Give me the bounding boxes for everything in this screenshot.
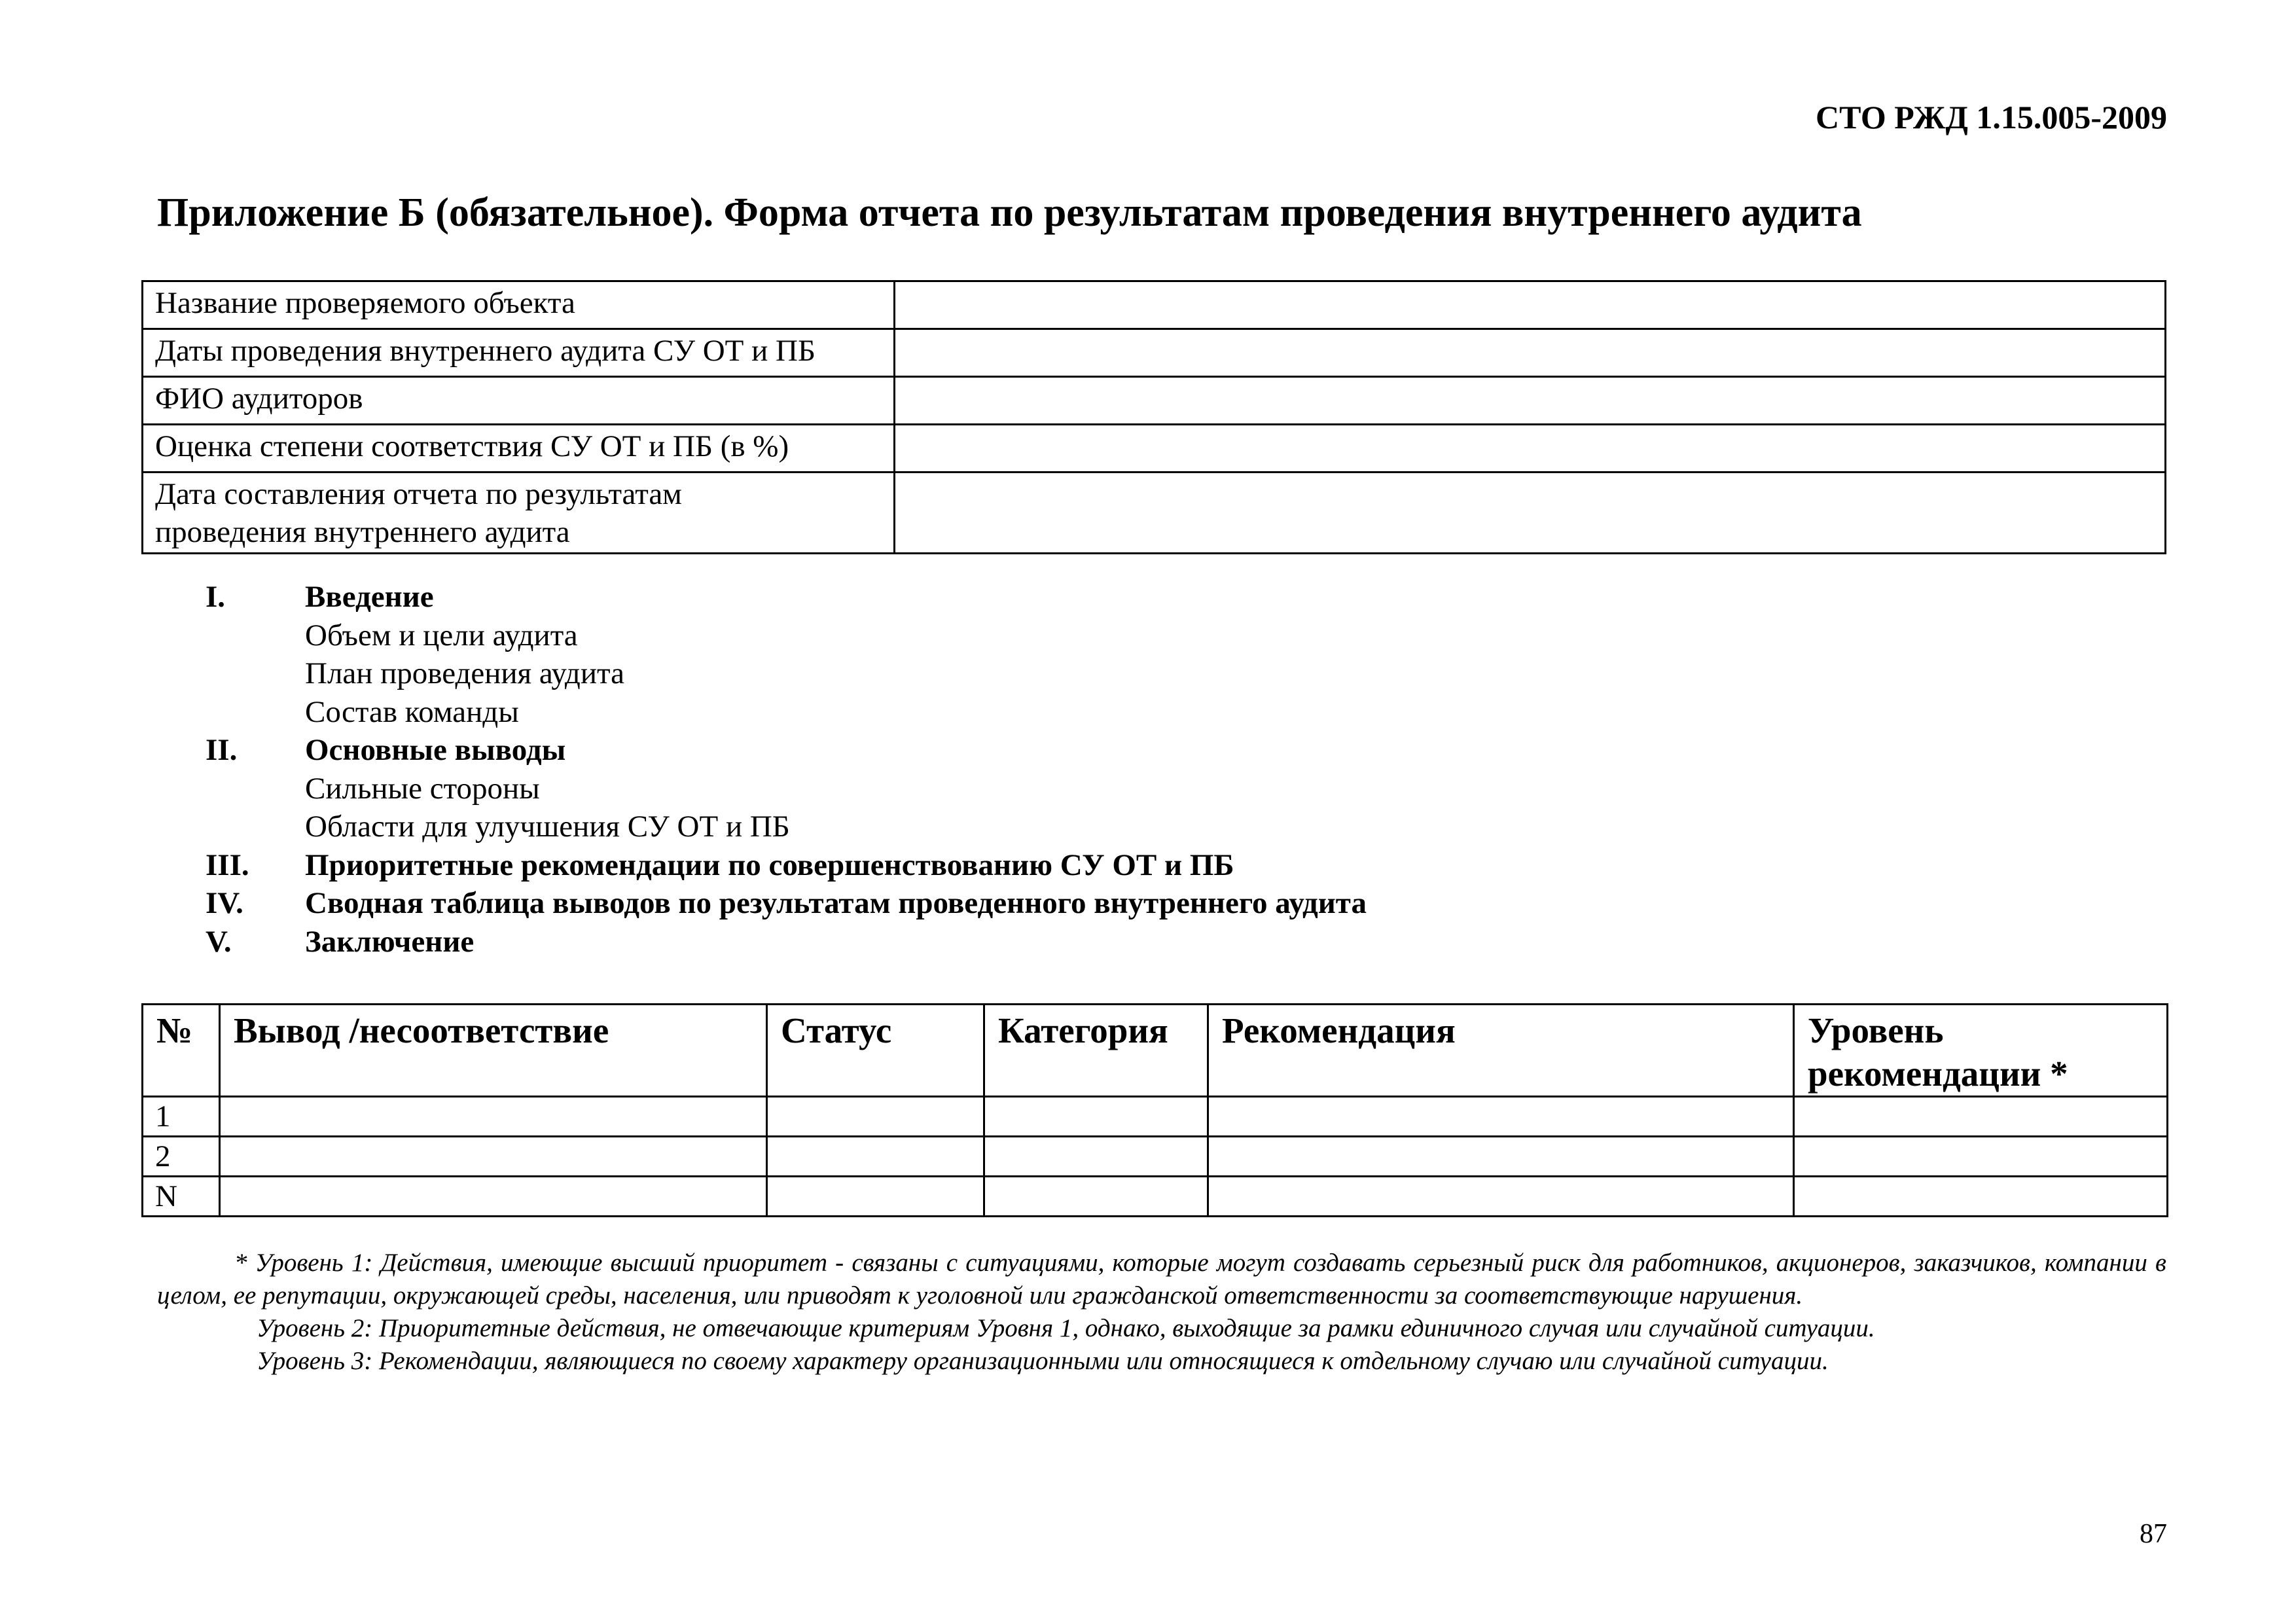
section-main-findings (206, 731, 1367, 846)
col-header-number: № (143, 1005, 220, 1097)
section-subitem: Сильные стороны (305, 771, 540, 806)
info-row-compliance-score (143, 425, 2166, 473)
document-code: СТО РЖД 1.15.005-2009 (1816, 99, 2167, 135)
footnote-level-3: Уровень 3: Рекомендации, являющиеся по своему характеру организационными или относящиеся к отдельному случаю или случайной ситуации. (257, 1347, 1829, 1375)
info-value-audit-dates[interactable] (895, 329, 2166, 377)
info-label-report-date-line2: проведения внутреннего аудита (155, 515, 570, 549)
section-conclusion (206, 923, 1367, 961)
col-header-recommendation: Рекомендация (1208, 1005, 1794, 1097)
section-title: Основные выводы (305, 733, 566, 767)
col-header-recommendation-level: Уровень рекомендации * (1794, 1005, 2168, 1097)
table-row (143, 1097, 2168, 1137)
cell-status[interactable] (767, 1177, 984, 1217)
table-row (143, 1177, 2168, 1217)
cell-recommendation-level[interactable] (1794, 1137, 2168, 1177)
section-number: III. (206, 847, 249, 882)
info-row-report-date (143, 473, 2166, 554)
info-label-compliance-score: Оценка степени соответствия СУ ОТ и ПБ (в %) (143, 425, 895, 473)
footnote-level-2: Уровень 2: Приоритетные действия, не отвечающие критериям Уровня 1, однако, выходящие за рамки единичного случая или случайной ситуации. (257, 1314, 1875, 1342)
section-title: Введение (305, 580, 434, 614)
page-title: Приложение Б (обязательное). Форма отчета по результатам проведения внутреннего аудита (157, 190, 1862, 235)
section-subitem: Объем и цели аудита (305, 618, 578, 652)
info-label-object-name: Название проверяемого объекта (143, 281, 895, 329)
row-number: N (143, 1177, 220, 1217)
section-subitem: Области для улучшения СУ ОТ и ПБ (305, 810, 790, 844)
info-value-object-name[interactable] (895, 281, 2166, 329)
section-introduction (206, 578, 1367, 731)
section-title: Сводная таблица выводов по результатам проведенного внутреннего аудита (305, 886, 1367, 920)
row-number: 2 (143, 1137, 220, 1177)
footnote-level-1: * Уровень 1: Действия, имеющие высший приоритет - связаны с ситуациями, которые могут создавать серьезный риск для работников, акционеров, заказчиков, компании в целом, ее репутации, окружающей среды, населения, или приводят к уголовной или гражданской ответственности за соответствующие нарушения. (157, 1249, 2166, 1310)
cell-recommendation[interactable] (1208, 1097, 1794, 1137)
cell-status[interactable] (767, 1097, 984, 1137)
section-summary-table (206, 884, 1367, 923)
info-row-object-name (143, 281, 2166, 329)
col-header-status: Статус (767, 1005, 984, 1097)
info-value-report-date[interactable] (895, 473, 2166, 554)
section-number: V. (206, 924, 232, 959)
info-label-report-date-line1: Дата составления отчета по результатам (155, 477, 682, 511)
section-priority-recommendations (206, 846, 1367, 885)
report-sections-list (206, 578, 1367, 961)
cell-finding[interactable] (220, 1137, 767, 1177)
cell-finding[interactable] (220, 1097, 767, 1137)
findings-table (141, 1003, 2168, 1217)
section-number: II. (206, 733, 238, 767)
cell-finding[interactable] (220, 1177, 767, 1217)
table-row (143, 1137, 2168, 1177)
cell-category[interactable] (984, 1177, 1208, 1217)
section-number: IV. (206, 886, 243, 920)
info-label-auditors: ФИО аудиторов (143, 377, 895, 425)
cell-category[interactable] (984, 1097, 1208, 1137)
cell-status[interactable] (767, 1137, 984, 1177)
section-number: I. (206, 580, 226, 614)
page-number: 87 (2140, 1519, 2167, 1549)
cell-recommendation[interactable] (1208, 1177, 1794, 1217)
row-number: 1 (143, 1097, 220, 1137)
findings-header-row (143, 1005, 2168, 1097)
section-subitem: План проведения аудита (305, 656, 624, 690)
col-header-category: Категория (984, 1005, 1208, 1097)
col-header-finding: Вывод /несоответствие (220, 1005, 767, 1097)
info-label-audit-dates: Даты проведения внутреннего аудита СУ ОТ и ПБ (143, 329, 895, 377)
info-row-audit-dates (143, 329, 2166, 377)
info-value-compliance-score[interactable] (895, 425, 2166, 473)
cell-recommendation[interactable] (1208, 1137, 1794, 1177)
section-subitem: Состав команды (305, 694, 519, 729)
section-title: Приоритетные рекомендации по совершенствованию СУ ОТ и ПБ (305, 847, 1234, 882)
cell-recommendation-level[interactable] (1794, 1097, 2168, 1137)
cell-category[interactable] (984, 1137, 1208, 1177)
cell-recommendation-level[interactable] (1794, 1177, 2168, 1217)
info-row-auditors (143, 377, 2166, 425)
section-title: Заключение (305, 924, 475, 959)
info-label-report-date (143, 473, 895, 554)
footnotes (157, 1247, 2166, 1378)
info-value-auditors[interactable] (895, 377, 2166, 425)
audit-info-table (141, 280, 2166, 554)
